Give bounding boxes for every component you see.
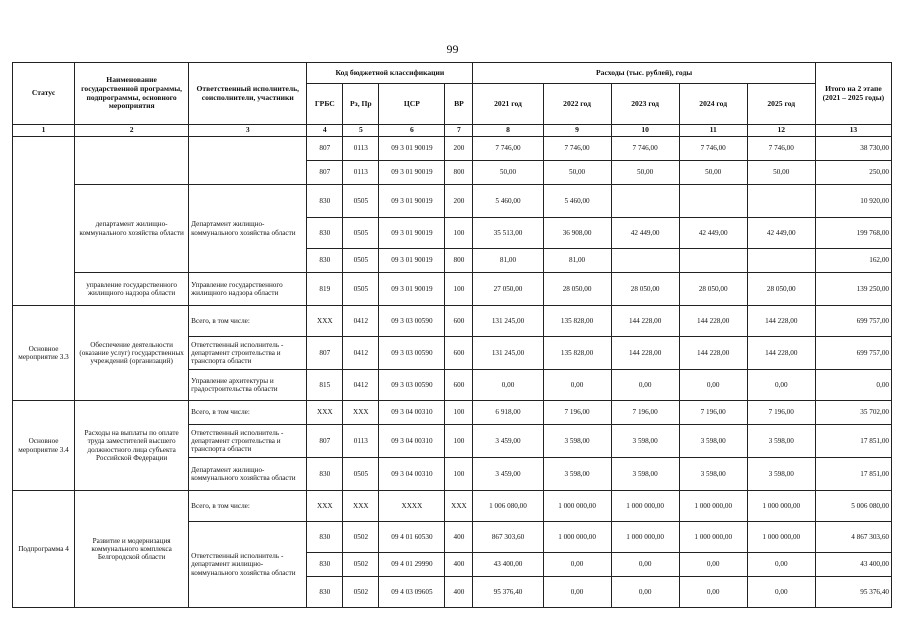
status-cell: Подпрограмма 4	[13, 491, 75, 608]
grbs-cell: 830	[307, 249, 343, 273]
header-status: Статус	[13, 63, 75, 125]
amount-2025: 7 196,00	[747, 401, 815, 425]
vr-cell: 100	[445, 218, 473, 249]
amount-2021: 0,00	[473, 370, 543, 401]
vr-cell: XXX	[445, 491, 473, 522]
header-executor: Ответственный исполнитель, соисполнители, участники	[189, 63, 307, 125]
rzpr-cell: XXX	[343, 401, 379, 425]
amount-total: 699 757,00	[815, 306, 891, 337]
csr-cell: 09 3 01 90019	[379, 249, 445, 273]
amount-2022: 135 828,00	[543, 337, 611, 370]
amount-2022: 7 196,00	[543, 401, 611, 425]
amount-2022: 3 598,00	[543, 425, 611, 458]
amount-2025: 0,00	[747, 370, 815, 401]
col-number: 5	[343, 125, 379, 137]
grbs-cell: XXX	[307, 401, 343, 425]
col-number: 10	[611, 125, 679, 137]
amount-2021: 867 303,60	[473, 522, 543, 553]
amount-2022: 3 598,00	[543, 458, 611, 491]
status-cell	[13, 137, 75, 306]
amount-total: 10 920,00	[815, 185, 891, 218]
amount-2023: 42 449,00	[611, 218, 679, 249]
executor-cell: Всего, в том числе:	[189, 491, 307, 522]
status-cell: Основное мероприятие 3.4	[13, 401, 75, 491]
col-number: 6	[379, 125, 445, 137]
amount-2021: 27 050,00	[473, 273, 543, 306]
grbs-cell: 819	[307, 273, 343, 306]
vr-cell: 600	[445, 306, 473, 337]
header-2024: 2024 год	[679, 84, 747, 125]
csr-cell: 09 3 01 90019	[379, 137, 445, 161]
col-number: 8	[473, 125, 543, 137]
amount-2022: 5 460,00	[543, 185, 611, 218]
executor-cell: Управление государственного жилищного надзора области	[189, 273, 307, 306]
csr-cell: 09 3 01 90019	[379, 161, 445, 185]
amount-2022: 1 000 000,00	[543, 522, 611, 553]
amount-total: 5 006 080,00	[815, 491, 891, 522]
executor-cell: Всего, в том числе:	[189, 306, 307, 337]
amount-2025: 0,00	[747, 577, 815, 608]
executor-cell: Департамент жилищно-коммунального хозяйства области	[189, 458, 307, 491]
csr-cell: 09 3 04 00310	[379, 458, 445, 491]
vr-cell: 600	[445, 370, 473, 401]
amount-2022: 50,00	[543, 161, 611, 185]
header-csr: ЦСР	[379, 84, 445, 125]
amount-2024: 1 000 000,00	[679, 491, 747, 522]
csr-cell: 09 3 04 00310	[379, 401, 445, 425]
amount-2022: 7 746,00	[543, 137, 611, 161]
amount-2025: 28 050,00	[747, 273, 815, 306]
vr-cell: 400	[445, 553, 473, 577]
amount-2025: 144 228,00	[747, 306, 815, 337]
amount-2022: 1 000 000,00	[543, 491, 611, 522]
amount-2023: 1 000 000,00	[611, 491, 679, 522]
rzpr-cell: 0502	[343, 553, 379, 577]
csr-cell: 09 3 04 00310	[379, 425, 445, 458]
header-total: Итого на 2 этапе (2021 – 2025 годы)	[815, 63, 891, 125]
name-cell: Обеспечение деятельности (оказание услуг) государственных учреждений (организаций)	[75, 306, 189, 401]
status-cell: Основное мероприятие 3.3	[13, 306, 75, 401]
rzpr-cell: 0113	[343, 425, 379, 458]
executor-cell: Всего, в том числе:	[189, 401, 307, 425]
csr-cell: XXXX	[379, 491, 445, 522]
executor-cell: Департамент жилищно-коммунального хозяйства области	[189, 185, 307, 273]
table-row	[13, 273, 892, 306]
amount-2025	[747, 185, 815, 218]
amount-total: 17 851,00	[815, 458, 891, 491]
amount-2025: 42 449,00	[747, 218, 815, 249]
rzpr-cell: 0505	[343, 458, 379, 491]
grbs-cell: XXX	[307, 306, 343, 337]
csr-cell: 09 4 01 29990	[379, 553, 445, 577]
amount-2024: 0,00	[679, 553, 747, 577]
vr-cell: 200	[445, 185, 473, 218]
grbs-cell: XXX	[307, 491, 343, 522]
amount-2024	[679, 185, 747, 218]
grbs-cell: 807	[307, 137, 343, 161]
header-grbs: ГРБС	[307, 84, 343, 125]
amount-total: 4 867 303,60	[815, 522, 891, 553]
header-2021: 2021 год	[473, 84, 543, 125]
amount-2021: 43 400,00	[473, 553, 543, 577]
grbs-cell: 815	[307, 370, 343, 401]
amount-2021: 35 513,00	[473, 218, 543, 249]
amount-2022: 36 908,00	[543, 218, 611, 249]
col-number: 12	[747, 125, 815, 137]
rzpr-cell: XXX	[343, 491, 379, 522]
budget-table	[12, 62, 892, 608]
table-row	[13, 306, 892, 337]
header-budget-code: Код бюджетной классификации	[307, 63, 473, 84]
col-number: 11	[679, 125, 747, 137]
amount-2021: 50,00	[473, 161, 543, 185]
executor-cell: Ответственный исполнитель - департамент жилищно-коммунального хозяйства области	[189, 522, 307, 608]
amount-2025: 7 746,00	[747, 137, 815, 161]
csr-cell: 09 4 01 60530	[379, 522, 445, 553]
amount-total: 162,00	[815, 249, 891, 273]
name-cell: Расходы на выплаты по оплате труда заместителей высшего должностного лица субъекта Российской Федерации	[75, 401, 189, 491]
col-number: 3	[189, 125, 307, 137]
csr-cell: 09 3 03 00590	[379, 370, 445, 401]
col-number: 1	[13, 125, 75, 137]
amount-total: 139 250,00	[815, 273, 891, 306]
amount-2022: 81,00	[543, 249, 611, 273]
amount-2023: 0,00	[611, 577, 679, 608]
rzpr-cell: 0502	[343, 522, 379, 553]
amount-total: 43 400,00	[815, 553, 891, 577]
rzpr-cell: 0412	[343, 306, 379, 337]
header-name: Наименование государственной программы, подпрограммы, основного мероприятия	[75, 63, 189, 125]
grbs-cell: 830	[307, 577, 343, 608]
vr-cell: 100	[445, 458, 473, 491]
grbs-cell: 830	[307, 522, 343, 553]
amount-2021: 81,00	[473, 249, 543, 273]
header-2022: 2022 год	[543, 84, 611, 125]
rzpr-cell: 0505	[343, 273, 379, 306]
amount-total: 95 376,40	[815, 577, 891, 608]
rzpr-cell: 0113	[343, 137, 379, 161]
amount-total: 699 757,00	[815, 337, 891, 370]
name-cell: Развитие и модернизация коммунального комплекса Белгородской области	[75, 491, 189, 608]
amount-2024: 3 598,00	[679, 458, 747, 491]
amount-2024: 144 228,00	[679, 337, 747, 370]
executor-cell: Управление архитектуры и градостроительства области	[189, 370, 307, 401]
amount-2024: 7 196,00	[679, 401, 747, 425]
amount-2025: 50,00	[747, 161, 815, 185]
vr-cell: 100	[445, 401, 473, 425]
amount-2023: 0,00	[611, 553, 679, 577]
table-row	[13, 137, 892, 161]
amount-total: 17 851,00	[815, 425, 891, 458]
amount-2024: 7 746,00	[679, 137, 747, 161]
grbs-cell: 830	[307, 185, 343, 218]
name-cell	[75, 137, 189, 185]
amount-2021: 1 006 080,00	[473, 491, 543, 522]
column-number-row	[13, 125, 892, 137]
amount-2023	[611, 185, 679, 218]
amount-2022: 0,00	[543, 553, 611, 577]
col-number: 9	[543, 125, 611, 137]
amount-total: 0,00	[815, 370, 891, 401]
amount-2021: 7 746,00	[473, 137, 543, 161]
amount-2025: 1 000 000,00	[747, 522, 815, 553]
amount-2021: 131 245,00	[473, 337, 543, 370]
vr-cell: 400	[445, 577, 473, 608]
csr-cell: 09 3 01 90019	[379, 273, 445, 306]
table-row	[13, 401, 892, 425]
amount-2024: 1 000 000,00	[679, 522, 747, 553]
amount-total: 199 768,00	[815, 218, 891, 249]
amount-2024: 28 050,00	[679, 273, 747, 306]
amount-2023: 7 746,00	[611, 137, 679, 161]
rzpr-cell: 0412	[343, 337, 379, 370]
amount-2022: 135 828,00	[543, 306, 611, 337]
vr-cell: 800	[445, 249, 473, 273]
amount-2023: 144 228,00	[611, 306, 679, 337]
amount-2021: 131 245,00	[473, 306, 543, 337]
amount-2023: 7 196,00	[611, 401, 679, 425]
amount-2021: 3 459,00	[473, 458, 543, 491]
table-row	[13, 491, 892, 522]
amount-2021: 3 459,00	[473, 425, 543, 458]
amount-2022: 0,00	[543, 577, 611, 608]
amount-total: 35 702,00	[815, 401, 891, 425]
page-number: 99	[446, 42, 459, 56]
amount-2021: 5 460,00	[473, 185, 543, 218]
amount-2025: 1 000 000,00	[747, 491, 815, 522]
amount-2025: 144 228,00	[747, 337, 815, 370]
header-expenses: Расходы (тыс. рублей), годы	[473, 63, 815, 84]
col-number: 2	[75, 125, 189, 137]
header-2023: 2023 год	[611, 84, 679, 125]
amount-2025: 3 598,00	[747, 425, 815, 458]
vr-cell: 200	[445, 137, 473, 161]
grbs-cell: 807	[307, 337, 343, 370]
amount-2024: 3 598,00	[679, 425, 747, 458]
grbs-cell: 830	[307, 218, 343, 249]
grbs-cell: 830	[307, 553, 343, 577]
csr-cell: 09 3 01 90019	[379, 185, 445, 218]
amount-2022: 28 050,00	[543, 273, 611, 306]
rzpr-cell: 0505	[343, 249, 379, 273]
rzpr-cell: 0502	[343, 577, 379, 608]
col-number: 4	[307, 125, 343, 137]
amount-2023	[611, 249, 679, 273]
amount-2021: 6 918,00	[473, 401, 543, 425]
vr-cell: 100	[445, 425, 473, 458]
amount-2023: 3 598,00	[611, 425, 679, 458]
rzpr-cell: 0505	[343, 218, 379, 249]
executor-cell: Ответственный исполнитель - департамент строительства и транспорта области	[189, 337, 307, 370]
rzpr-cell: 0505	[343, 185, 379, 218]
amount-2024: 0,00	[679, 577, 747, 608]
csr-cell: 09 3 01 90019	[379, 218, 445, 249]
executor-cell: Ответственный исполнитель - департамент строительства и транспорта области	[189, 425, 307, 458]
amount-2025	[747, 249, 815, 273]
amount-2023: 0,00	[611, 370, 679, 401]
csr-cell: 09 3 03 00590	[379, 337, 445, 370]
vr-cell: 400	[445, 522, 473, 553]
grbs-cell: 830	[307, 458, 343, 491]
amount-2023: 3 598,00	[611, 458, 679, 491]
col-number: 7	[445, 125, 473, 137]
grbs-cell: 807	[307, 425, 343, 458]
rzpr-cell: 0113	[343, 161, 379, 185]
vr-cell: 100	[445, 273, 473, 306]
csr-cell: 09 4 03 09605	[379, 577, 445, 608]
header-rzpr: Рз, Пр	[343, 84, 379, 125]
name-cell: департамент жилищно-коммунального хозяйства области	[75, 185, 189, 273]
amount-2023: 28 050,00	[611, 273, 679, 306]
executor-cell	[189, 137, 307, 185]
amount-2024: 50,00	[679, 161, 747, 185]
amount-2025: 0,00	[747, 553, 815, 577]
grbs-cell: 807	[307, 161, 343, 185]
col-number: 13	[815, 125, 891, 137]
name-cell: управление государственного жилищного надзора области	[75, 273, 189, 306]
amount-total: 38 730,00	[815, 137, 891, 161]
amount-2024: 42 449,00	[679, 218, 747, 249]
rzpr-cell: 0412	[343, 370, 379, 401]
table-row	[13, 185, 892, 218]
vr-cell: 800	[445, 161, 473, 185]
amount-2024: 0,00	[679, 370, 747, 401]
header-2025: 2025 год	[747, 84, 815, 125]
amount-2024	[679, 249, 747, 273]
amount-2023: 144 228,00	[611, 337, 679, 370]
vr-cell: 600	[445, 337, 473, 370]
amount-total: 250,00	[815, 161, 891, 185]
amount-2024: 144 228,00	[679, 306, 747, 337]
amount-2025: 3 598,00	[747, 458, 815, 491]
amount-2022: 0,00	[543, 370, 611, 401]
csr-cell: 09 3 03 00590	[379, 306, 445, 337]
amount-2023: 50,00	[611, 161, 679, 185]
amount-2023: 1 000 000,00	[611, 522, 679, 553]
amount-2021: 95 376,40	[473, 577, 543, 608]
header-vr: ВР	[445, 84, 473, 125]
